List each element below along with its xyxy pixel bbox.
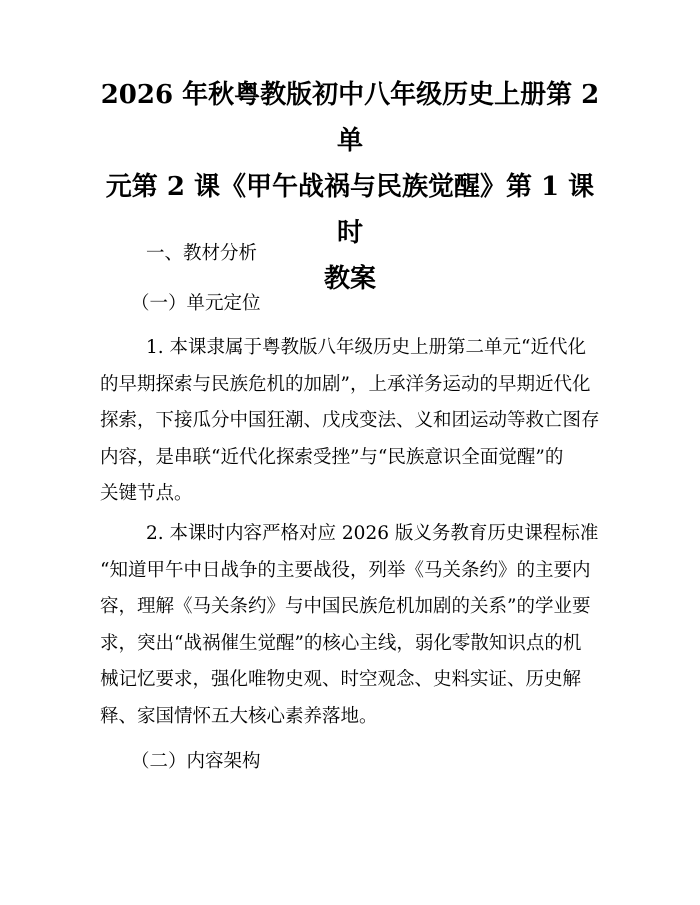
paragraph-line: 2. 本课时内容严格对应 2026 版义务教育历史课程标准 (146, 523, 599, 544)
title-line-1: 2026 年秋粤教版初中八年级历史上册第 2 单 (100, 80, 600, 156)
paragraph-unit-context (100, 330, 610, 513)
paragraph-line: 求，突出“战祸催生觉醒”的核心主线，弱化零散知识点的机 (100, 632, 582, 654)
paragraph-curriculum-standard (100, 516, 610, 735)
paragraph-line: 关键节点。 (100, 483, 193, 504)
paragraph-line: 内容，是串联“近代化探索受挫”与“民族意识全面觉醒”的 (100, 446, 564, 468)
title-line-3: 教案 (323, 264, 376, 294)
paragraph-line: 探索，下接瓜分中国狂潮、戊戌变法、义和团运动等救亡图存 (100, 410, 600, 431)
paragraph-line: 容，理解《马关条约》与中国民族危机加剧的关系”的学业要 (100, 596, 591, 617)
subsection-heading-content-structure: （二）内容架构 (131, 751, 261, 772)
paragraph-line: “知道甲午中日战争的主要战役，列举《马关条约》的主要内 (100, 559, 591, 581)
paragraph-line: 的早期探索与民族危机的加剧”，上承洋务运动的早期近代化 (100, 373, 591, 395)
title-line-2: 元第 2 课《甲午战祸与民族觉醒》第 1 课时 (105, 172, 595, 248)
subsection-heading-unit-positioning: （一）单元定位 (131, 293, 261, 314)
section-heading-teaching-material-analysis: 一、教材分析 (146, 243, 258, 264)
paragraph-line: 1. 本课隶属于粤教版八年级历史上册第二单元“近代化 (146, 337, 586, 358)
paragraph-line: 释、家国情怀五大核心素养落地。 (100, 705, 378, 727)
paragraph-line: 械记忆要求，强化唯物史观、时空观念、史料实证、历史解 (100, 669, 582, 690)
